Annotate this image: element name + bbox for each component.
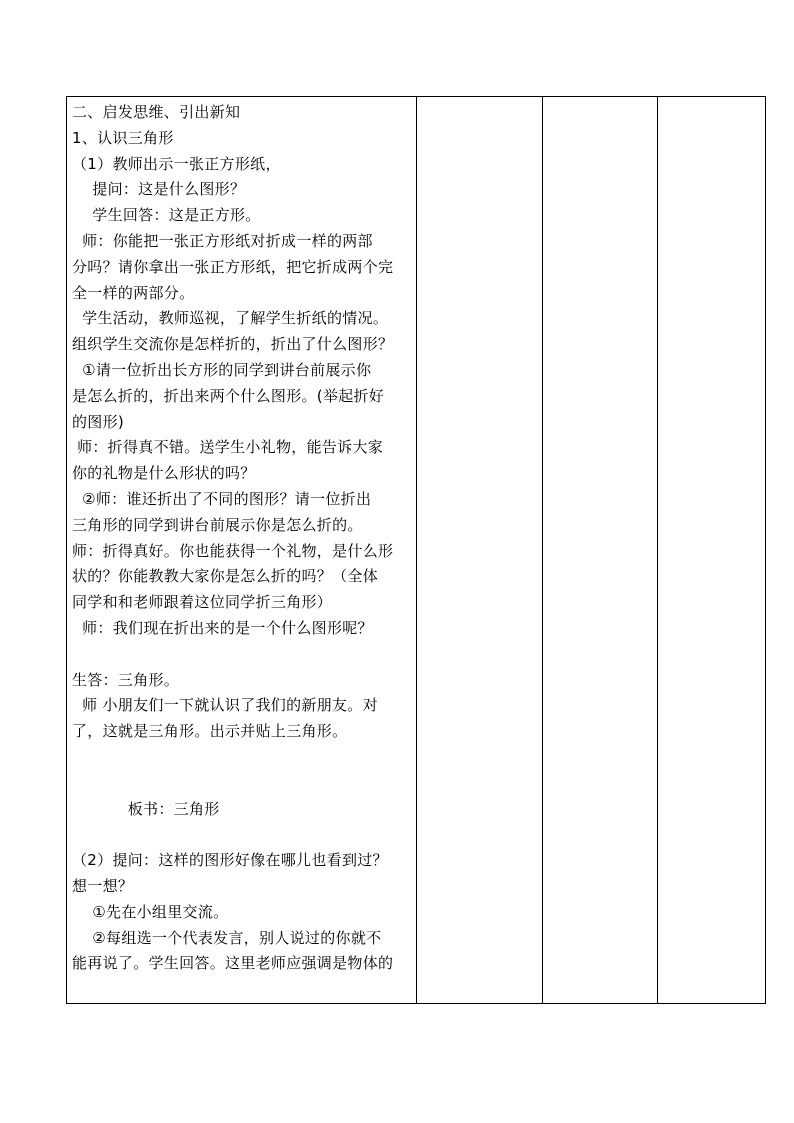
text-line: 能再说了。学生回答。这里老师应强调是物体的 bbox=[72, 954, 394, 973]
text-line: 提问：这是什么图形？ bbox=[72, 180, 246, 199]
text-line: 你的礼物是什么形状的吗？ bbox=[72, 464, 256, 483]
text-line: 的图形) bbox=[72, 412, 125, 431]
text-line: 学生回答：这是正方形。 bbox=[72, 206, 261, 225]
blank-line bbox=[72, 771, 413, 797]
text-line: 师：你能把一张正方形纸对折成一样的两部 bbox=[72, 231, 373, 250]
blank-line bbox=[72, 822, 413, 848]
lesson-plan-table bbox=[66, 96, 766, 1004]
text-line: （2）提问：这样的图形好像在哪儿也看到过？ bbox=[72, 851, 388, 870]
text-line: 师：折得真不错。送学生小礼物，能告诉大家 bbox=[72, 438, 384, 457]
lesson-content-cell bbox=[67, 97, 417, 1004]
text-line: 三角形的同学到讲台前展示你是怎么折的。 bbox=[72, 515, 363, 534]
text-line: 师：折得真好。你也能获得一个礼物，是什么形 bbox=[72, 541, 394, 560]
empty-column-cell bbox=[658, 97, 766, 1004]
empty-column-cell bbox=[543, 97, 658, 1004]
text-line: 师 小朋友们一下就认识了我们的新朋友。对 bbox=[72, 696, 378, 715]
text-line: ①先在小组里交流。 bbox=[72, 902, 229, 921]
text-line: 全一样的两部分。 bbox=[72, 283, 195, 302]
text-line: 分吗？请你拿出一张正方形纸，把它折成两个完 bbox=[72, 257, 394, 276]
text-line: 1、认识三角形 bbox=[72, 128, 174, 147]
text-line: 同学和和老师跟着这位同学折三角形） bbox=[72, 593, 333, 612]
table-row bbox=[67, 97, 766, 1004]
board-writing-line: 板书：三角形 bbox=[72, 799, 220, 818]
text-line: 生答：三角形。 bbox=[72, 670, 180, 689]
text-line: 了，这就是三角形。出示并贴上三角形。 bbox=[72, 722, 348, 741]
text-line: ②每组选一个代表发言，别人说过的你就不 bbox=[72, 928, 382, 947]
blank-line bbox=[72, 745, 413, 771]
text-line: ①请一位折出长方形的同学到讲台前展示你 bbox=[72, 360, 372, 379]
text-line: 学生活动，教师巡视，了解学生折纸的情况。 bbox=[72, 309, 389, 328]
text-line: 是怎么折的，折出来两个什么图形。(举起折好 bbox=[72, 386, 385, 405]
text-line: 想一想？ bbox=[72, 876, 134, 895]
text-line: 二、启发思维、引出新知 bbox=[72, 103, 241, 121]
text-line: （1）教师出示一张正方形纸， bbox=[72, 154, 281, 173]
text-line: 状的？你能教教大家你是怎么折的吗？（全体 bbox=[72, 567, 379, 586]
empty-column-cell bbox=[417, 97, 543, 1004]
lesson-content bbox=[67, 97, 416, 977]
text-line: 组织学生交流你是怎样折的，折出了什么图形？ bbox=[72, 335, 394, 354]
blank-line bbox=[72, 642, 413, 668]
text-line: ②师：谁还折出了不同的图形？请一位折出 bbox=[72, 489, 372, 508]
text-line: 师：我们现在折出来的是一个什么图形呢？ bbox=[72, 618, 373, 637]
